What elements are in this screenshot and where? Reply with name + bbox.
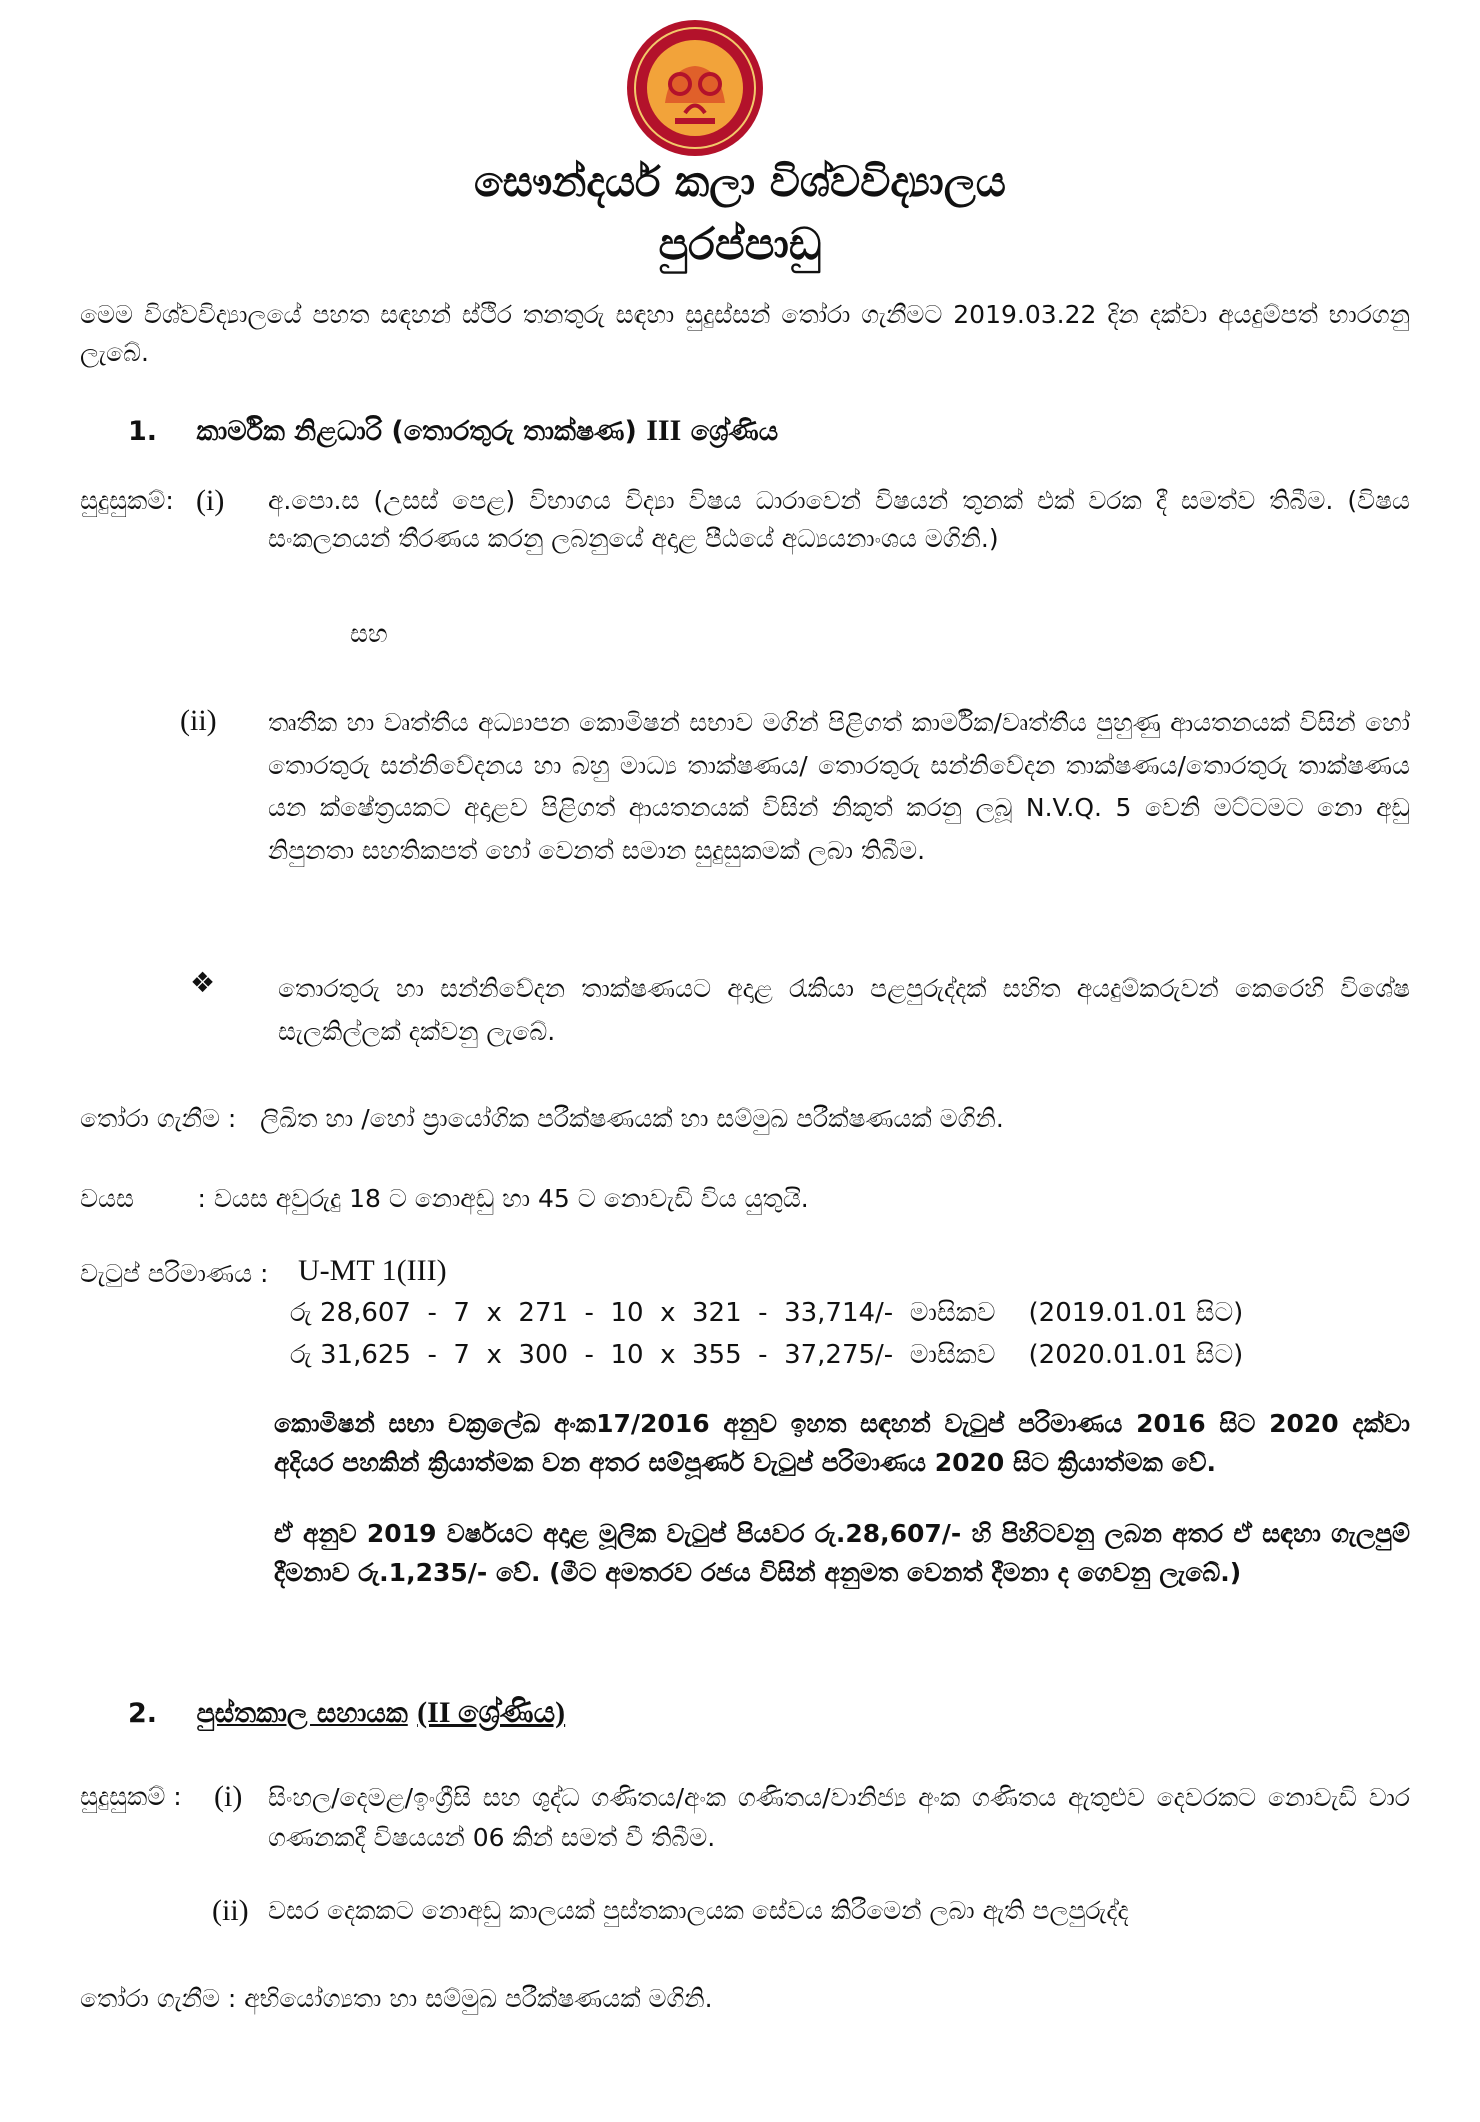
post2-q2-number: (ii) [212, 1894, 249, 1927]
university-seal-icon [625, 18, 765, 158]
post1-salary-label: වැටුප් පරිමාණය : [80, 1259, 269, 1288]
post1-title: කාර්මික නිළධාරි (තොරතුරු තාක්ෂණ) [196, 416, 637, 447]
post1-note-circular: කොමිෂන් සභා චක්‍රලේඛ අංක17/2016 අනුව ඉහත සඳහන් වැටුප් පරිමාණය 2016 සිට 2020 දක්වා අදියර පහකින් ක්‍රියාත්මක වන අතර සම්පූර්ණ වැටුප් පරිමාණය 2020 සිට ක්‍රියාත්මක වේ. [274, 1409, 1410, 1477]
post1-qual-label: සුදුසුකම්: [80, 486, 174, 515]
post2-number: 2. [128, 1698, 158, 1729]
post1-special-note: තොරතුරු හා සන්නිවේදන තාක්ෂණයට අදාළ රැකියා පළපුරුද්දක් සහිත අයදුම්කරුවන් කෙරෙහි විශේෂ සැලකිල්ලක් දක්වනු ලැබේ. [278, 974, 1410, 1046]
post1-heading [128, 408, 778, 453]
post1-selection: තෝරා ගැනීම : ලිඛිත හා /හෝ ප්‍රායෝගික පරීක්ෂණයක් හා සම්මුඛ පරීක්ෂණයක් මගිනි. [80, 1104, 1004, 1133]
intro-paragraph: මෙම විශ්වවිද්‍යාලයේ පහත සඳහන් ස්ථිර තනතුරු සඳහා සුදුස්සන් තෝරා ගැනීමට 2019.03.22 දින දක්වා අයදුම්පත් භාරගනු ලැබේ. [80, 300, 1410, 367]
and-connector: සහ [350, 619, 388, 648]
post2-selection: තෝරා ගැනීම : අභියෝග්‍යතා හා සම්මුඛ පරීක්ෂණයක් මගිනි. [80, 1984, 713, 2013]
post1-q1-text: අ.පො.ස (උසස් පෙළ) විභාගය විද්‍යා විෂය ධාරාවෙන් විෂයන් තුනක් එක් වරක දී සමත්ව තිබීම. (විෂය සංකලනයන් තීරණය කරනු ලබනුයේ අදාළ පීඨයේ අධ්‍යයනාංශය මගිනි.) [268, 486, 1410, 553]
post1-grade-roman: III [646, 414, 682, 447]
university-name: සෞන්දර්ය කලා විශ්වවිද්‍යාලය [474, 157, 1006, 206]
post2-heading [128, 1690, 565, 1735]
salary-row-2019: රු 28,607 - 7 x 271 - 10 x 321 - 33,714/- මාසිකව (2019.01.01 සිට) [290, 1298, 1244, 1328]
post2-q1-text: සිංහල/දෙමළ/ඉංග්‍රීසි සහ ශුද්ධ ගණිතය/අංක ගණිතය/වානිජ්‍ය අංක ගණිතය ඇතුළුව දෙවරකට නොවැඩි වාර ගණනකදී විෂයයන් 06 කින් සමත් වී තිබීම. [268, 1783, 1410, 1852]
post1-q2-number: (ii) [180, 704, 217, 737]
salary-row-2020: රු 31,625 - 7 x 300 - 10 x 355 - 37,275/- මාසිකව (2020.01.01 සිට) [290, 1340, 1244, 1370]
post2-q2-text: වසර දෙකකට නොඅඩු කාලයක් පුස්තකාලයක සේවය කිරීමෙන් ලබා ඇති පලපුරුද්ද [268, 1896, 1129, 1925]
post1-q2-text: තෘතීක හා වෘත්තීය අධ්‍යාපන කොමිෂන් සභාව මගින් පිළිගත් කාර්මික/වෘත්තීය පුහුණු ආයතනයක් විසින් හෝ තොරතුරු සන්නිවේදනය හා බහු මාධ්‍ය තාක්ෂණය/ තොරතුරු සන්නිවේදන තාක්ෂණය/තොරතුරු තාක්ෂණය යන ක්ෂේත්‍රයකට අදාළව පිළිගත් ආයතනයක් විසින් නිකුත් කරනු ලබූ N.V.Q. 5 වෙනි මට්ටමට නො අඩු නිපුනතා සහතිකපත් හෝ වෙනත් සමාන සුදුසුකමක් ලබා තිබීම. [268, 708, 1410, 865]
post1-q1-number: (i) [196, 484, 225, 517]
page-title: පුරප්පාඩු [658, 219, 822, 270]
post2-grade: (II ශ්‍රේණිය) [417, 1696, 566, 1729]
diamond-bullet-icon: ❖ [190, 966, 216, 999]
post2-q1-number: (i) [214, 1780, 243, 1813]
post1-salary-code: U-MT 1(III) [298, 1254, 447, 1287]
post1-grade-word: ශ්‍රේණිය [690, 416, 779, 447]
post2-qual-label: සුදුසුකම් : [80, 1782, 182, 1811]
post1-note-allowance: ඒ අනුව 2019 වර්ෂයට අදාළ මූලික වැටුප් පියවර රු.28,607/- හි පිහිටවනු ලබන අතර ඒ සඳහා ගැලපුම් දීමනාව රු.1,235/- වේ. (මීට අමතරව රජය විසින් අනුමත වෙනත් දීමනා ද ගෙවනු ලැබේ.) [274, 1519, 1410, 1587]
post2-title: පුස්තකාල සහායක [196, 1698, 408, 1729]
post1-number: 1. [128, 416, 158, 447]
post1-age: වයස : වයස අවුරුදු 18 ට නොඅඩු හා 45 ට නොවැඩි විය යුතුයි. [80, 1184, 809, 1213]
